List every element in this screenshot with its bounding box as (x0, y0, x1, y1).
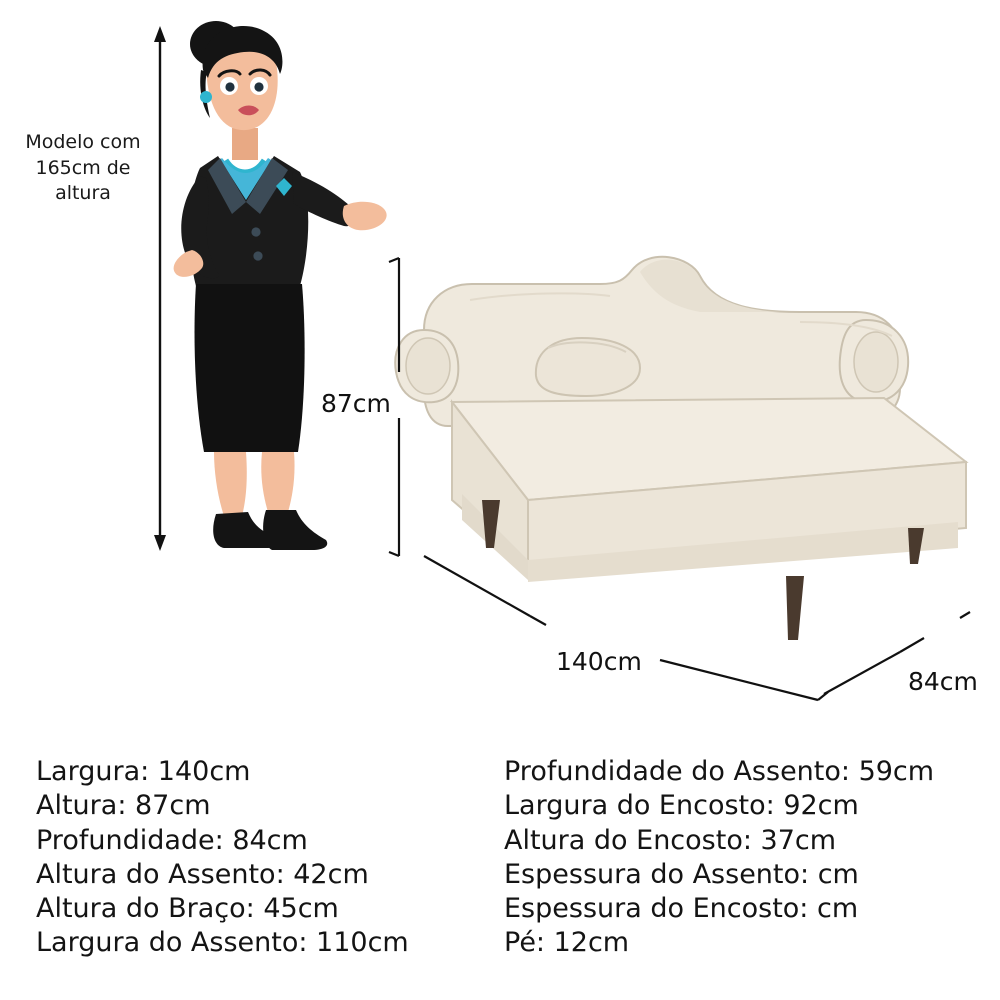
spec-espessura-do-assento: Espessura do Assento: cm (504, 858, 859, 890)
height-dimension (321, 258, 399, 556)
width-dimension (424, 556, 828, 700)
spec-espessura-do-encosto: Espessura do Encosto: cm (504, 893, 859, 925)
spec-altura-do-encosto: Altura do Encosto: 37cm (504, 824, 837, 856)
spec-largura-do-encosto: Largura do Encosto: 92cm (504, 790, 859, 822)
width-dimension-label: 140cm (556, 647, 642, 676)
chaise-longue-illustration (395, 257, 966, 640)
model-height-caption: Modelo com 165cm de altura (25, 131, 141, 205)
depth-dimension (824, 612, 978, 696)
spec-largura-do-assento: Largura do Assento: 110cm (36, 927, 409, 959)
spec-profundidade-do-assento: Profundidade do Assento: 59cm (504, 756, 935, 787)
spec-largura: Largura: 140cm (36, 756, 251, 787)
spec-altura: Altura: 87cm (36, 790, 211, 822)
specifications-column-left (0, 755, 470, 1000)
height-dimension-label: 87cm (321, 389, 391, 418)
model-height-measure (154, 26, 166, 551)
spec-pe: Pé: 12cm (504, 927, 630, 959)
woman-illustration (174, 21, 387, 550)
specifications-block (0, 755, 1000, 1000)
spec-altura-do-braco: Altura do Braço: 45cm (36, 893, 339, 925)
depth-dimension-label: 84cm (908, 667, 978, 696)
specifications-column-right (470, 755, 1000, 1000)
spec-profundidade: Profundidade: 84cm (36, 824, 308, 856)
spec-altura-do-assento: Altura do Assento: 42cm (36, 858, 369, 890)
